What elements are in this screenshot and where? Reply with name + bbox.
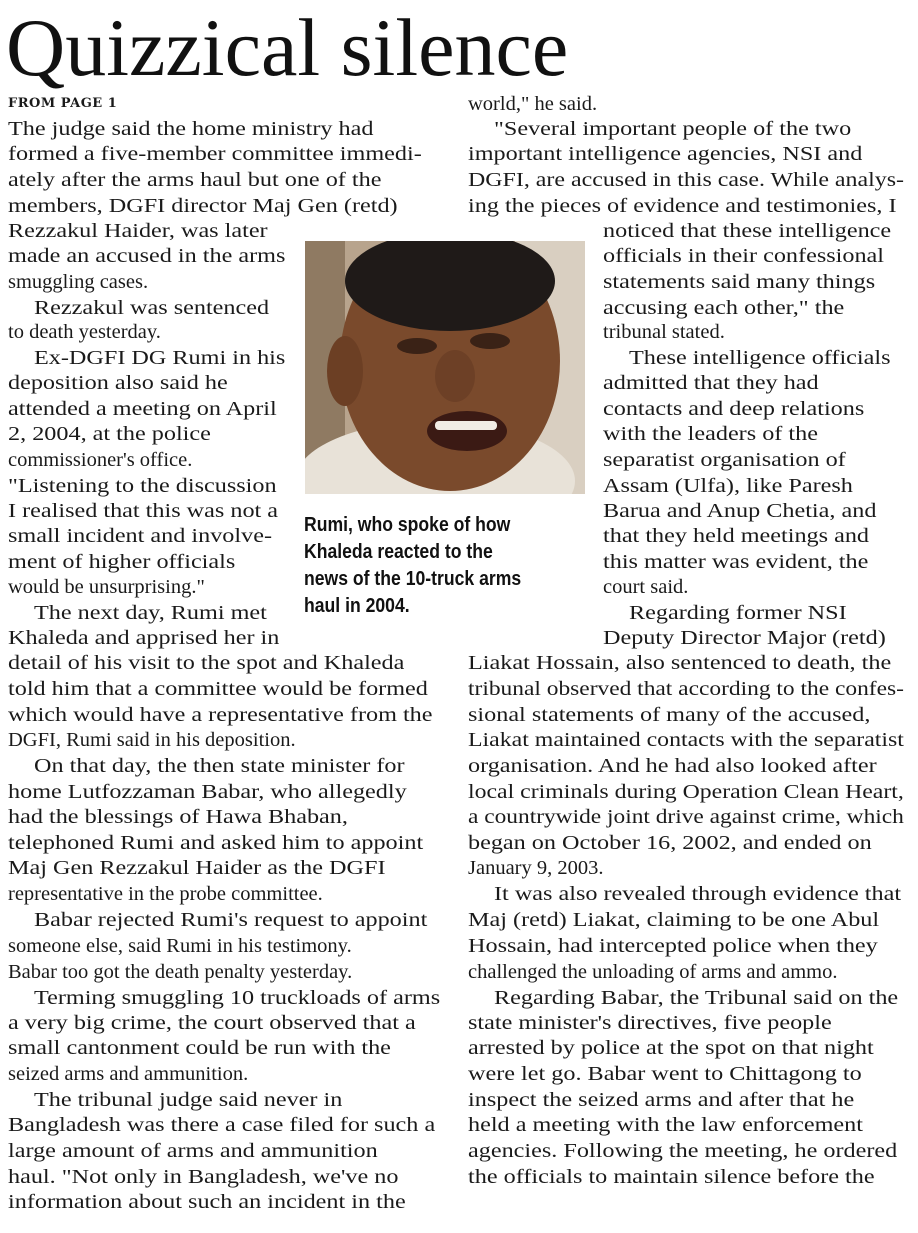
col2-line: Liakat Hossain, also sentenced to death, the xyxy=(468,652,892,674)
col2-line: court said. xyxy=(603,576,689,598)
caption-line: Rumi, who spoke of how xyxy=(304,514,511,536)
col2-line: challenged the unloading of arms and ammo. xyxy=(468,961,838,983)
col1-line: ately after the arms haul but one of the xyxy=(8,169,382,191)
col1-line: attended a meeting on April xyxy=(8,398,277,420)
col1-line: formed a five-member committee immedi- xyxy=(8,143,422,165)
col2-line: separatist organisation of xyxy=(603,449,846,471)
col1-line: commissioner's office. xyxy=(8,449,193,471)
col2-line: with the leaders of the xyxy=(603,423,818,445)
col2-line: the officials to maintain silence before the xyxy=(468,1166,875,1188)
col2-line: agencies. Following the meeting, he ordered xyxy=(468,1140,898,1162)
col1-line: The judge said the home ministry had xyxy=(8,118,374,140)
col1-line: Khaleda and apprised her in xyxy=(8,627,280,649)
col2-line: ing the pieces of evidence and testimonies, I xyxy=(468,195,897,217)
col2-line: world," he said. xyxy=(468,93,598,115)
kicker: FROM PAGE 1 xyxy=(8,96,118,111)
col2-line: local criminals during Operation Clean Heart, xyxy=(468,781,904,803)
col2-line: state minister's directives, five people xyxy=(468,1012,832,1034)
col2-line: organisation. And he had also looked after xyxy=(468,755,877,777)
col1-line: Babar rejected Rumi's request to appoint xyxy=(34,909,428,931)
col1-line: members, DGFI director Maj Gen (retd) xyxy=(8,195,398,217)
col2-line: statements said many things xyxy=(603,271,876,293)
col2-line: this matter was evident, the xyxy=(603,551,869,573)
headline: Quizzical silence xyxy=(6,2,569,93)
col1-line: The next day, Rumi met xyxy=(34,602,267,624)
caption-line: haul in 2004. xyxy=(304,595,410,617)
col2-line: arrested by police at the spot on that night xyxy=(468,1037,874,1059)
col1-line: seized arms and ammunition. xyxy=(8,1063,249,1085)
col1-line: smuggling cases. xyxy=(8,271,149,293)
col2-line: Regarding former NSI xyxy=(629,602,847,624)
col2-line: "Several important people of the two xyxy=(494,118,852,140)
col1-line: large amount of arms and ammunition xyxy=(8,1140,378,1162)
col1-line: home Lutfozzaman Babar, who allegedly xyxy=(8,781,407,803)
col2-line: officials in their confessional xyxy=(603,245,885,267)
col2-line: Assam (Ulfa), like Paresh xyxy=(603,475,853,497)
col1-line: small cantonment could be run with the xyxy=(8,1037,391,1059)
col1-line: Maj Gen Rezzakul Haider as the DGFI xyxy=(8,857,386,879)
col2-line: January 9, 2003. xyxy=(468,857,604,879)
col1-line: would be unsurprising." xyxy=(8,576,205,598)
col2-line: Maj (retd) Liakat, claiming to be one Abul xyxy=(468,909,880,931)
portrait-image xyxy=(305,241,585,494)
col2-line: were let go. Babar went to Chittagong to xyxy=(468,1063,862,1085)
col2-line: held a meeting with the law enforcement xyxy=(468,1114,863,1136)
col1-line: told him that a committee would be formed xyxy=(8,678,428,700)
col1-line: Bangladesh was there a case filed for such a xyxy=(8,1114,436,1136)
col1-line: 2, 2004, at the police xyxy=(8,423,211,445)
col2-line: Regarding Babar, the Tribunal said on the xyxy=(494,987,899,1009)
col2-line: accusing each other," the xyxy=(603,297,845,319)
col1-line: representative in the probe committee. xyxy=(8,883,323,905)
col1-line: DGFI, Rumi said in his deposition. xyxy=(8,729,296,751)
col1-line: ment of higher officials xyxy=(8,551,236,573)
col2-line: It was also revealed through evidence that xyxy=(494,883,902,905)
col2-line: tribunal stated. xyxy=(603,321,725,343)
col1-line: The tribunal judge said never in xyxy=(34,1089,343,1111)
col1-line: haul. "Not only in Bangladesh, we've no xyxy=(8,1166,399,1188)
col1-line: detail of his visit to the spot and Khaleda xyxy=(8,652,405,674)
col1-line: deposition also said he xyxy=(8,372,228,394)
col2-line: that they held meetings and xyxy=(603,525,870,547)
col1-line: Rezzakul was sentenced xyxy=(34,297,270,319)
col2-line: sional statements of many of the accused, xyxy=(468,704,871,726)
col1-line: On that day, the then state minister for xyxy=(34,755,405,777)
col1-line: Terming smuggling 10 truckloads of arms xyxy=(34,987,441,1009)
caption-line: Khaleda reacted to the xyxy=(304,541,493,563)
caption-line: news of the 10-truck arms xyxy=(304,568,522,590)
col1-line: information about such an incident in the xyxy=(8,1191,406,1213)
col2-line: contacts and deep relations xyxy=(603,398,865,420)
col2-line: began on October 16, 2002, and ended on xyxy=(468,832,872,854)
col1-line: Rezzakul Haider, was later xyxy=(8,220,268,242)
col2-line: Liakat maintained contacts with the separatist xyxy=(468,729,904,751)
col2-line: important intelligence agencies, NSI and xyxy=(468,143,863,165)
col2-line: tribunal observed that according to the confes- xyxy=(468,678,904,700)
col1-line: made an accused in the arms xyxy=(8,245,286,267)
col1-line: a very big crime, the court observed that a xyxy=(8,1012,416,1034)
col2-line: These intelligence officials xyxy=(629,347,891,369)
col2-line: Hossain, had intercepted police when they xyxy=(468,935,878,957)
col1-line: "Listening to the discussion xyxy=(8,475,277,497)
col2-line: noticed that these intelligence xyxy=(603,220,892,242)
photo-caption xyxy=(304,512,568,620)
col1-line: telephoned Rumi and asked him to appoint xyxy=(8,832,424,854)
col1-line: had the blessings of Hawa Bhaban, xyxy=(8,806,348,828)
col1-line: someone else, said Rumi in his testimony. xyxy=(8,935,352,957)
photo-rumi xyxy=(305,241,585,494)
col2-line: DGFI, are accused in this case. While analys- xyxy=(468,169,905,191)
col2-line: inspect the seized arms and after that he xyxy=(468,1089,855,1111)
col1-line: which would have a representative from the xyxy=(8,704,433,726)
col1-line: I realised that this was not a xyxy=(8,500,279,522)
col1-line: to death yesterday. xyxy=(8,321,161,343)
col2-line: Barua and Anup Chetia, and xyxy=(603,500,877,522)
col1-line: Ex-DGFI DG Rumi in his xyxy=(34,347,286,369)
col2-line: admitted that they had xyxy=(603,372,819,394)
col1-line: Babar too got the death penalty yesterday. xyxy=(8,961,353,983)
col1-line: small incident and involve- xyxy=(8,525,273,547)
col2-line: a countrywide joint drive against crime, which xyxy=(468,806,904,828)
col2-line: Deputy Director Major (retd) xyxy=(603,627,886,649)
